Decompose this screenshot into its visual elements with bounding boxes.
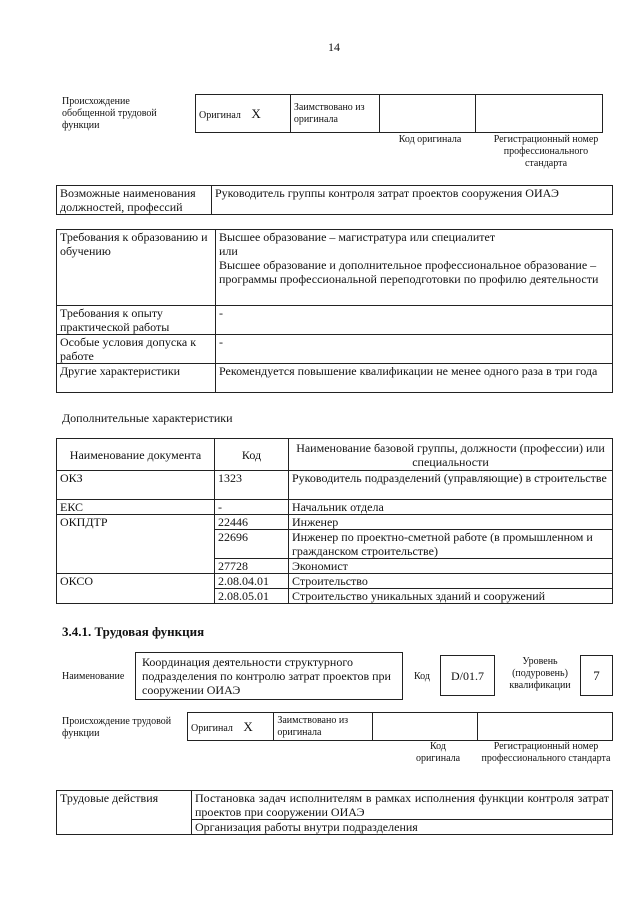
row-doc: ЕКС	[57, 500, 215, 515]
row-doc: ОКСО	[57, 574, 215, 604]
req-education-value: Высшее образование – магистратура или специалитет или Высшее образование и дополнительное профессиональное образование – программы профессиональной переподготовки по профилю деятельности	[216, 230, 613, 306]
code-box	[440, 655, 495, 696]
name-label: Наименование	[62, 671, 125, 682]
req-other-value: Рекомендуется повышение квалификации не менее одного раза в три года	[216, 364, 613, 393]
table-row	[57, 500, 613, 515]
section-title: 3.4.1. Трудовая функция	[62, 624, 205, 639]
row-code: -	[215, 500, 289, 515]
requirements-table	[56, 229, 613, 393]
row-name: Строительство уникальных зданий и сооружений	[289, 589, 613, 604]
row-code: 22446	[215, 515, 289, 530]
positions-label: Возможные наименования должностей, профессий	[57, 186, 212, 215]
origin-label: Происхождение обобщенной трудовой функции	[62, 96, 157, 131]
positions-table	[56, 185, 613, 215]
name-box	[135, 652, 403, 700]
action-item: Организация работы внутри подразделения	[192, 820, 613, 835]
req-experience-label: Требования к опыту практической работы	[57, 306, 216, 335]
reg2-cell	[478, 713, 613, 741]
page-number: 14	[328, 40, 340, 54]
origin2-table	[187, 712, 613, 741]
header-name: Наименование базовой группы, должности (профессии) или специальности	[289, 439, 613, 471]
row-name: Начальник отдела	[289, 500, 613, 515]
origin-table	[195, 94, 603, 133]
req-other-label: Другие характеристики	[57, 364, 216, 393]
row-code: 2.08.04.01	[215, 574, 289, 589]
code-caption: Код оригинала	[398, 134, 462, 145]
positions-value: Руководитель группы контроля затрат проектов сооружения ОИАЭ	[212, 186, 613, 215]
additional-table	[56, 438, 613, 604]
code-label: Код	[414, 671, 430, 682]
req-experience-value: -	[216, 306, 613, 335]
name-value: Координация деятельности структурного подразделения по контролю затрат проектов при сооружении ОИАЭ	[136, 653, 403, 700]
req-conditions-value: -	[216, 335, 613, 364]
row-doc: ОКЗ	[57, 471, 215, 500]
original-label: Оригинал	[199, 109, 241, 121]
table-row	[57, 515, 613, 530]
row-name: Инженер	[289, 515, 613, 530]
borrowed2-label: Заимствовано из оригинала	[274, 713, 372, 741]
borrowed-label: Заимствовано из оригинала	[290, 95, 379, 133]
original2-label: Оригинал	[191, 722, 233, 734]
req-conditions-label: Особые условия допуска к работе	[57, 335, 216, 364]
reg2-caption: Регистрационный номер профессионального стандарта	[481, 741, 611, 764]
row-name: Экономист	[289, 559, 613, 574]
row-code: 27728	[215, 559, 289, 574]
row-code: 22696	[215, 530, 289, 559]
code2-cell	[372, 713, 477, 741]
level-box	[580, 655, 613, 696]
req-education-label: Требования к образованию и обучению	[57, 230, 216, 306]
reg-cell	[476, 95, 603, 133]
row-name: Инженер по проектно-сметной работе (в промышленном и гражданском строительстве)	[289, 530, 613, 559]
row-name: Строительство	[289, 574, 613, 589]
header-doc: Наименование документа	[57, 439, 215, 471]
code2-caption: Код оригинала	[415, 741, 461, 764]
reg-caption: Регистрационный номер профессионального стандарта	[493, 134, 599, 169]
action-item: Постановка задач исполнителям в рамках исполнения функции контроля затрат проектов при сооружении ОИАЭ	[192, 791, 613, 820]
level-label: Уровень (подуровень) квалификации	[509, 656, 571, 691]
original2-mark: X	[243, 718, 253, 734]
code-value: D/01.7	[441, 656, 495, 696]
table-row	[57, 574, 613, 589]
original-mark: X	[251, 105, 261, 121]
table-row	[57, 471, 613, 500]
actions-label: Трудовые действия	[57, 791, 192, 835]
row-code: 2.08.05.01	[215, 589, 289, 604]
header-code: Код	[215, 439, 289, 471]
row-code: 1323	[215, 471, 289, 500]
code-cell	[379, 95, 476, 133]
actions-table	[56, 790, 613, 835]
origin2-label: Происхождение трудовой функции	[62, 716, 172, 739]
additional-title: Дополнительные характеристики	[62, 411, 233, 425]
level-value: 7	[581, 656, 613, 696]
row-doc: ОКПДТР	[57, 515, 215, 574]
row-name: Руководитель подразделений (управляющие) в строительстве	[289, 471, 613, 500]
